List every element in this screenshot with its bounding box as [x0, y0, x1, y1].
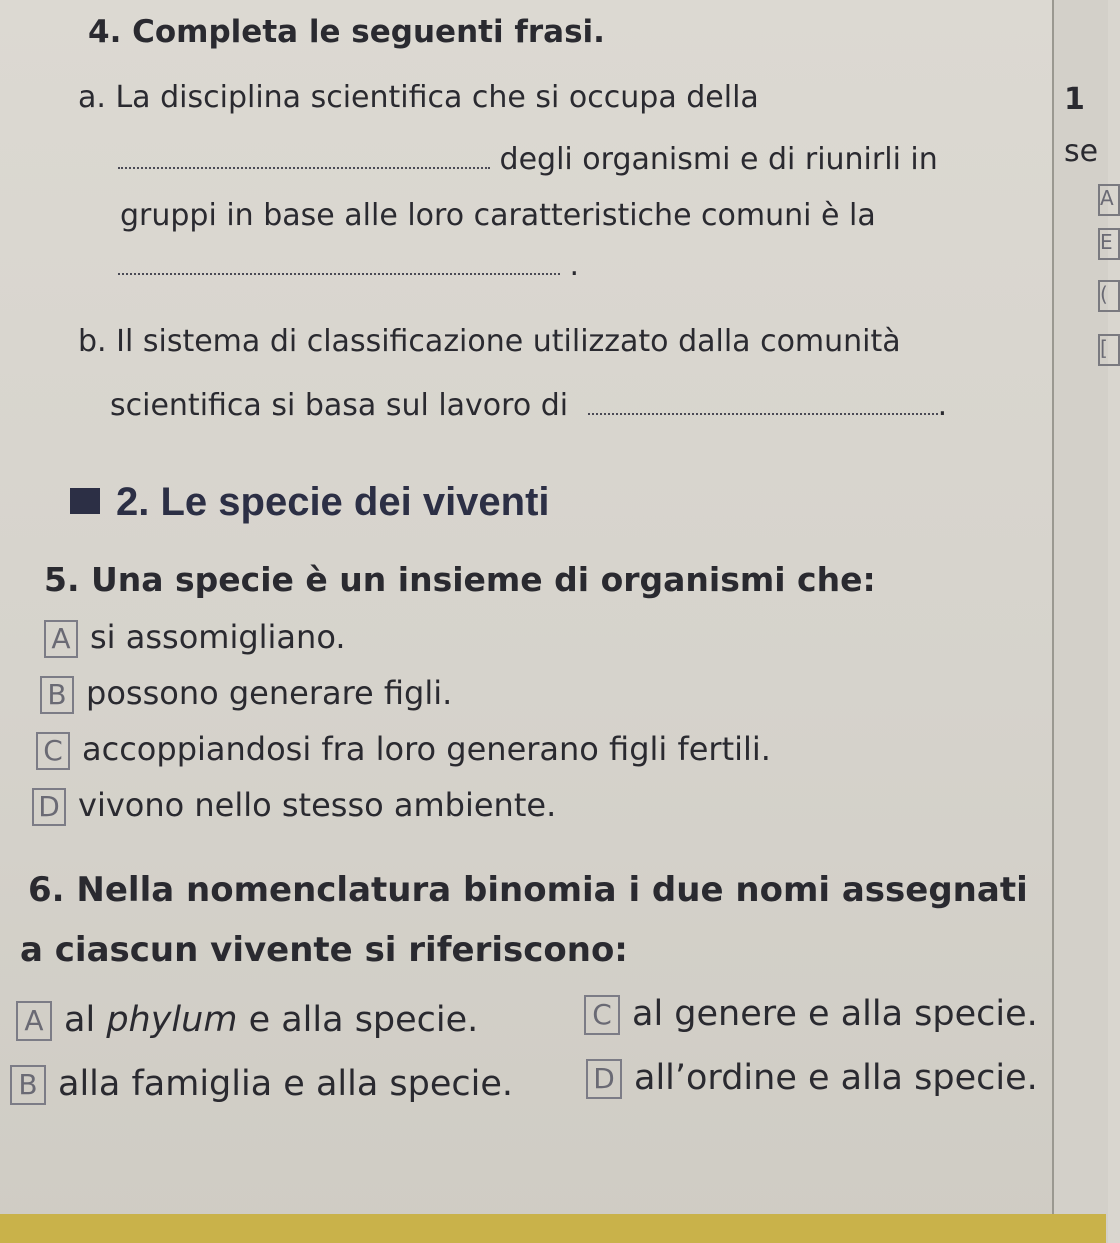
margin-box-4: [ [1098, 334, 1120, 366]
exercise-4-title: 4. Completa le seguenti frasi. [88, 14, 605, 50]
section-marker-square [70, 488, 100, 514]
exercise-4a-line2 [118, 142, 938, 177]
option-text: si assomigliano. [90, 618, 346, 656]
option-text: al genere e alla specie. [632, 994, 1038, 1034]
option-box-c[interactable]: C [584, 995, 620, 1035]
exercise-6-option-d[interactable] [586, 1058, 1038, 1099]
exercise-4b-line2 [110, 388, 947, 423]
option-text-post: e alla specie. [237, 1000, 479, 1040]
option-text: possono generare figli. [86, 674, 453, 712]
option-box-b[interactable]: B [10, 1065, 46, 1105]
exercise-5-option-a[interactable] [44, 618, 346, 658]
margin-box-2: E [1098, 228, 1120, 260]
exercise-4b-line1 [78, 324, 901, 359]
exercise-4b-text2: scientifica si basa sul lavoro di [110, 388, 569, 423]
exercise-4b-text1: Il sistema di classificazione utilizzato dalla comunità [116, 324, 901, 359]
exercise-6-option-c[interactable] [584, 994, 1038, 1035]
exercise-4a-line1 [78, 80, 759, 115]
margin-box-1: A [1098, 184, 1120, 216]
adjacent-column-fragment [1052, 0, 1114, 1243]
exercise-6-title-line1: 6. Nella nomenclatura binomia i due nomi assegnati [28, 870, 1028, 910]
exercise-4b-label: b. [78, 324, 107, 359]
option-box-c[interactable]: C [36, 732, 70, 770]
exercise-5-option-c[interactable] [36, 730, 771, 770]
exercise-6-option-a[interactable] [16, 1000, 478, 1041]
exercise-6-title-line2: a ciascun vivente si riferiscono: [20, 930, 628, 970]
margin-fragment-text: se [1064, 134, 1099, 169]
margin-box-3: ( [1098, 280, 1120, 312]
option-box-d[interactable]: D [586, 1059, 622, 1099]
exercise-5-title: 5. Una specie è un insieme di organismi che: [44, 560, 876, 599]
blank-4a-2[interactable] [118, 251, 560, 275]
blank-4a-1[interactable] [118, 145, 490, 169]
exercise-4a-text2: degli organismi e di riunirli in [499, 142, 938, 177]
option-text: accoppiandosi fra loro generano figli fertili. [82, 730, 771, 768]
exercise-5-option-b[interactable] [40, 674, 452, 714]
exercise-6-option-b[interactable] [10, 1064, 513, 1105]
margin-fragment-number: 1 [1064, 82, 1085, 117]
period: . [937, 388, 948, 423]
option-text: alla famiglia e alla specie. [58, 1064, 514, 1104]
option-box-b[interactable]: B [40, 676, 74, 714]
blank-4b[interactable] [588, 391, 938, 415]
option-box-a[interactable]: A [16, 1001, 52, 1041]
period: . [569, 248, 580, 283]
option-text-pre: al [64, 1000, 107, 1040]
option-box-a[interactable]: A [44, 620, 78, 658]
option-text: all’ordine e alla specie. [634, 1058, 1038, 1098]
option-text-italic: phylum [106, 1000, 238, 1040]
option-text: vivono nello stesso ambiente. [78, 786, 557, 824]
option-box-d[interactable]: D [32, 788, 66, 826]
exercise-4a-text3: gruppi in base alle loro caratteristiche comuni è la [120, 198, 876, 233]
exercise-4a-label: a. [78, 80, 106, 115]
bottom-yellow-band [0, 1214, 1106, 1243]
exercise-4a-text1: La disciplina scientifica che si occupa della [115, 80, 759, 115]
exercise-4a-line4 [118, 248, 579, 283]
section-2-title: 2. Le specie dei viventi [116, 480, 550, 524]
exercise-5-option-d[interactable] [32, 786, 556, 826]
